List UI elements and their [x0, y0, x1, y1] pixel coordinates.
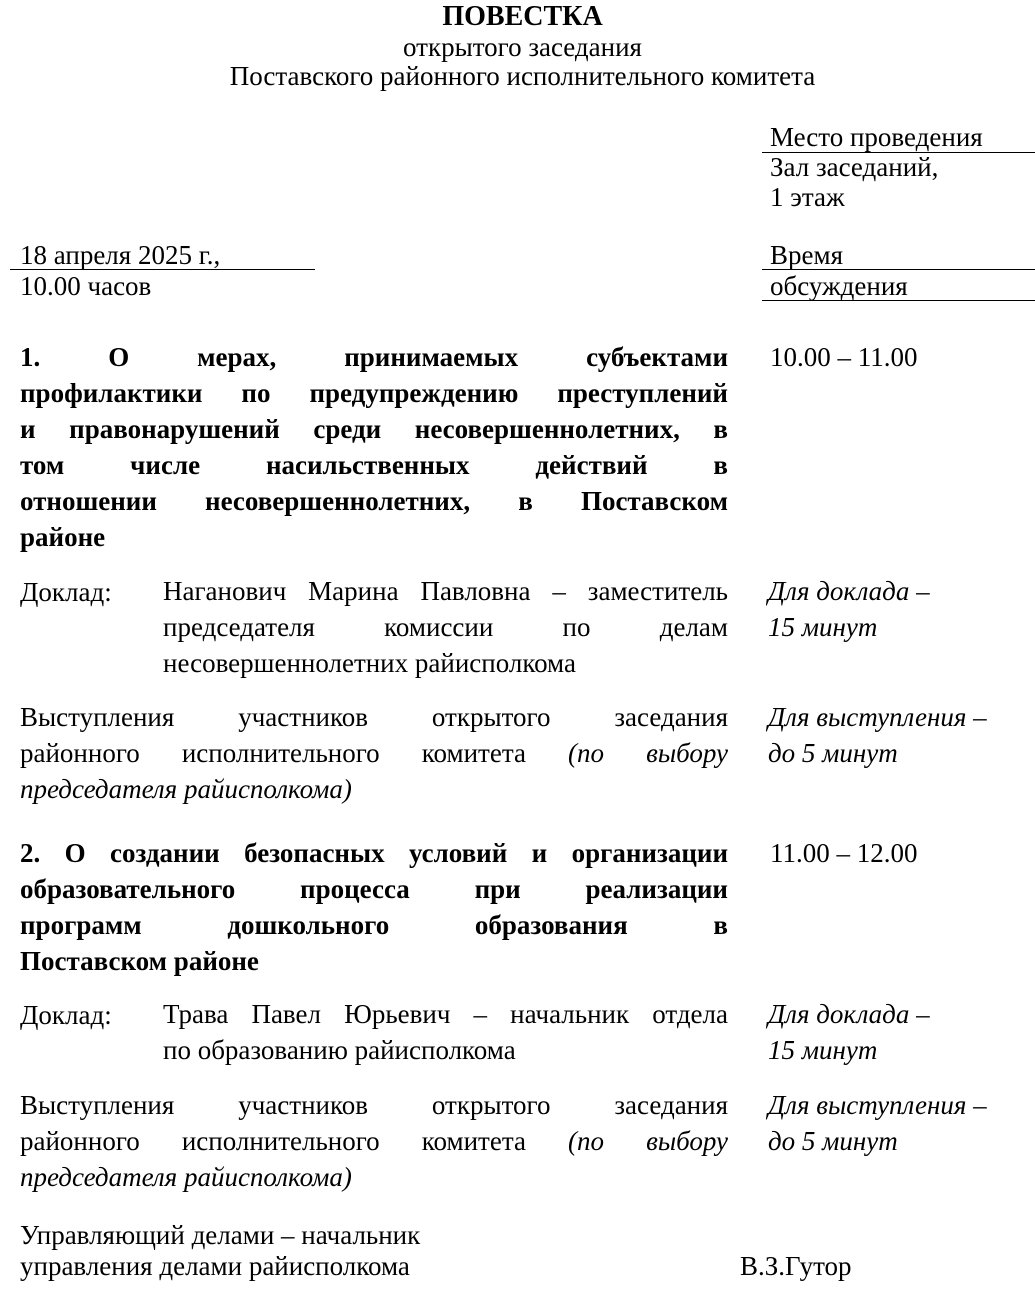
document-subtitle: открытого заседания: [403, 32, 642, 62]
item2-title-line: программ дошкольного образования в: [20, 910, 728, 940]
item2-title-line: Поставском районе: [20, 946, 259, 976]
item1-report-text: [163, 573, 728, 681]
item1-title-line: отношении несовершеннолетних, в Поставском: [20, 486, 728, 516]
item2-speeches-line2-text: районного исполнительного комитета: [20, 1126, 526, 1156]
item1-speeches-time-line2: до 5 минут: [768, 738, 898, 768]
agenda-item-2-title: [20, 835, 728, 979]
place-label: Место проведения: [770, 122, 983, 152]
item1-speeches-line2-italic: (по выбору: [568, 738, 729, 768]
document-title: ПОВЕСТКА: [442, 1, 603, 32]
item1-title-line: 1. О мерах, принимаемых субъектами: [20, 342, 728, 372]
item2-report-time: [768, 996, 930, 1068]
item1-title-line: профилактики по предупреждению преступлений: [20, 378, 728, 408]
item1-report-line: председателя комиссии по делам: [163, 612, 728, 642]
time-label-bottom-line: [762, 300, 1035, 301]
date-underline: [10, 269, 315, 270]
item2-title-line: образовательного процесса при реализации: [20, 874, 728, 904]
item1-speeches-line2: [20, 735, 728, 771]
item2-report-time-line1: Для доклада –: [768, 999, 930, 1029]
signature-name: В.З.Гутор: [740, 1251, 852, 1281]
item1-speeches-line3: председателя райисполкома): [20, 774, 352, 804]
document-organization: Поставского районного исполнительного комитета: [229, 61, 816, 91]
signature-position-line2: управления делами райисполкома: [20, 1251, 410, 1281]
item2-speeches-line2-italic: (по выбору: [568, 1126, 729, 1156]
item2-time: 11.00 – 12.00: [770, 838, 918, 868]
signature-position-line1: Управляющий делами – начальник: [20, 1220, 421, 1250]
item1-report-time-line2: 15 минут: [768, 612, 878, 642]
item1-title-line: и правонарушений среди несовершеннолетних, в: [20, 414, 728, 444]
item1-time: 10.00 – 11.00: [770, 342, 918, 372]
item2-report-line: по образованию райисполкома: [163, 1035, 516, 1065]
item2-speeches-line1: Выступления участников открытого заседания: [20, 1090, 728, 1120]
item1-report-time-line1: Для доклада –: [768, 576, 930, 606]
item2-report-line: Трава Павел Юрьевич – начальник отдела: [163, 999, 728, 1029]
place-value-line2: 1 этаж: [770, 182, 845, 212]
item2-report-label: Доклад:: [20, 1000, 112, 1030]
item1-speeches-line2-text: районного исполнительного комитета: [20, 738, 526, 768]
time-label-line1: Время: [770, 240, 843, 270]
item1-report-time: [768, 573, 930, 645]
item2-report-text: [163, 996, 728, 1068]
item1-report-line: несовершеннолетних райисполкома: [163, 648, 576, 678]
meeting-hour: 10.00 часов: [20, 271, 152, 301]
item2-speeches-time: [768, 1087, 987, 1159]
item1-speeches-time-line1: Для выступления –: [768, 702, 987, 732]
item1-report-label: Доклад:: [20, 577, 112, 607]
time-label-underline: [762, 269, 1035, 270]
item2-report-time-line2: 15 минут: [768, 1035, 878, 1065]
item1-report-line: Наганович Марина Павловна – заместитель: [163, 576, 728, 606]
item1-title-line: районе: [20, 522, 106, 552]
item1-title-line: том числе насильственных действий в: [20, 450, 728, 480]
agenda-item-1-title: [20, 339, 728, 555]
item2-speeches-line2: [20, 1123, 728, 1159]
item2-speeches-time-line1: Для выступления –: [768, 1090, 987, 1120]
item1-speeches: [20, 699, 728, 807]
item1-speeches-line1: Выступления участников открытого заседания: [20, 702, 728, 732]
item2-speeches-line3: председателя райисполкома): [20, 1162, 352, 1192]
meeting-date: 18 апреля 2025 г.,: [20, 240, 221, 270]
place-value-line1: Зал заседаний,: [770, 152, 939, 182]
item1-speeches-time: [768, 699, 987, 771]
item2-speeches-time-line2: до 5 минут: [768, 1126, 898, 1156]
item2-speeches: [20, 1087, 728, 1195]
item2-title-line: 2. О создании безопасных условий и организации: [20, 838, 728, 868]
time-label-line2: обсуждения: [770, 271, 908, 301]
